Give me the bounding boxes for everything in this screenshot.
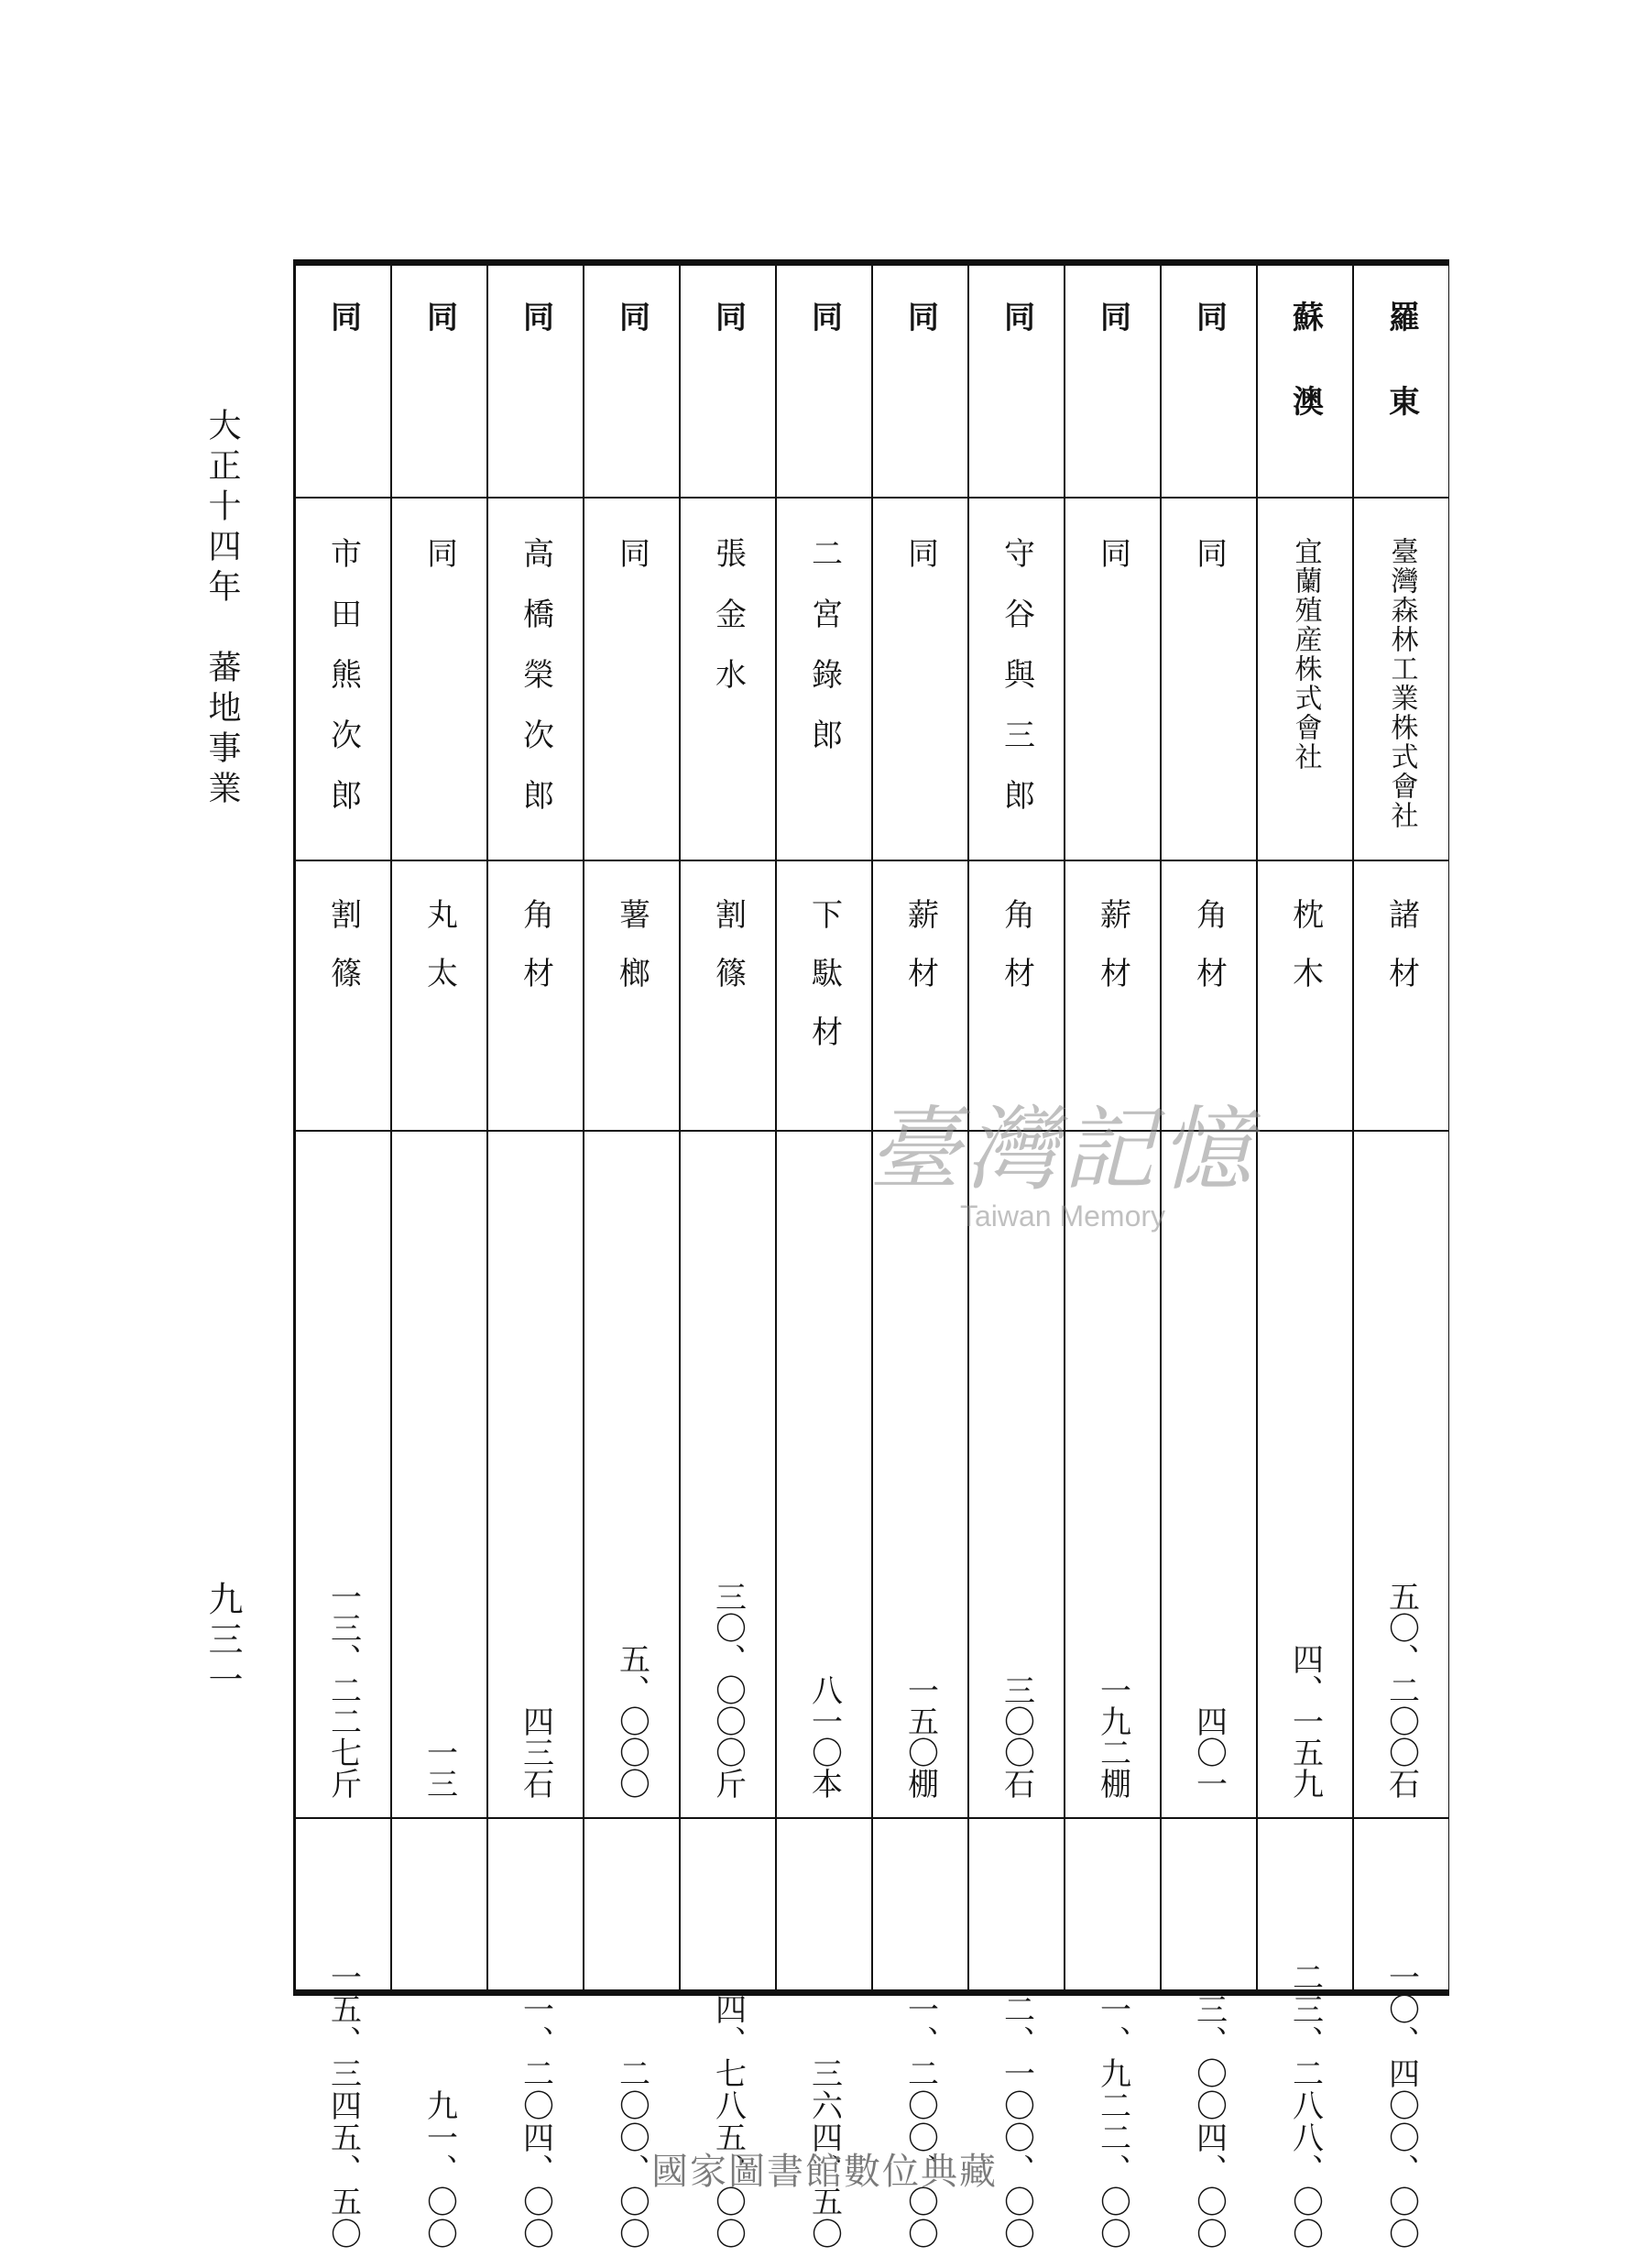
row-value: 九一、〇〇 [420,2089,458,2250]
row-place: 同 [613,301,650,385]
row-item-cell [296,863,390,1134]
row-item-cell [1065,863,1160,1134]
row-item: 割篠 [324,898,362,1015]
row-item: 下駄材 [805,898,843,1074]
row-quantity-cell [681,1134,775,1821]
row-name: 同 [613,537,650,597]
row-value: 一、九二二、〇〇 [1094,1993,1131,2250]
row-place: 同 [1094,301,1131,385]
row-name: 守谷與三郎 [998,537,1035,839]
running-head: 大正十四年 蕃地事業 [203,408,241,811]
row-quantity-cell [1258,1134,1352,1821]
row-quantity-cell [873,1134,967,1821]
row-name-cell [488,500,583,863]
row-value-cell [1258,1821,1352,2268]
table-row [775,266,871,2250]
row-place-cell [488,266,583,500]
row-item-cell [873,863,967,1134]
row-quantity-cell [1162,1134,1256,1821]
row-name-cell [1258,500,1352,863]
row-value: 一、二〇〇、〇〇 [901,1993,939,2250]
row-value: 一五、三四五、五〇 [324,1961,362,2250]
row-quantity: 一三 [420,1737,458,1799]
row-value-cell [969,1821,1064,2268]
footer-credit: 國家圖書館數位典藏 [651,2151,998,2193]
row-name: 高橋榮次郎 [517,537,554,839]
row-quantity: 一五〇棚 [901,1674,939,1799]
row-place-cell [1162,266,1256,500]
row-item: 諸材 [1382,898,1420,1015]
row-value-cell [584,1821,679,2268]
row-place-cell [873,266,967,500]
row-item-cell [584,863,679,1134]
row-name-cell [1065,500,1160,863]
row-value: 三六四、五〇 [805,2057,843,2250]
row-value-cell [488,1821,583,2268]
row-name-cell [681,500,775,863]
row-name: 宜蘭殖産株式會社 [1289,537,1322,772]
row-place-cell [1065,266,1160,500]
row-place: 同 [324,301,362,385]
row-value: 一〇、四〇〇、〇〇 [1382,1961,1420,2250]
row-quantity: 四〇一 [1190,1705,1228,1799]
row-item-cell [969,863,1064,1134]
row-quantity: 一三、二二七斤 [324,1581,362,1799]
row-value: 四、七八五、〇〇 [709,1993,747,2250]
row-place: 同 [420,301,458,385]
row-value-cell [1354,1821,1448,2268]
row-place: 羅東 [1382,301,1420,469]
row-value: 一、二〇四、〇〇 [517,1993,554,2250]
row-name-cell [969,500,1064,863]
page-number: 九三一 [202,1581,243,1702]
row-place: 同 [1190,301,1228,385]
table-row [1352,266,1448,2250]
row-name-cell [584,500,679,863]
row-item: 薪材 [1094,898,1131,1015]
row-quantity-cell [392,1134,486,1821]
table-row [1064,266,1160,2250]
row-value-cell [681,1821,775,2268]
row-place-cell [1354,266,1448,500]
row-name-cell [777,500,871,863]
row-value-cell [296,1821,390,2268]
row-name: 同 [420,537,458,597]
watermark-english: Taiwan Memory [959,1200,1166,1233]
row-item-cell [681,863,775,1134]
row-quantity-cell [1065,1134,1160,1821]
row-item: 薯榔 [613,898,650,1015]
row-value: 三、〇〇四、〇〇 [1190,1993,1228,2250]
row-item: 割篠 [709,898,747,1015]
row-name: 同 [1190,537,1228,597]
row-place: 同 [709,301,747,385]
table-row [679,266,775,2250]
row-quantity: 四、一五九 [1286,1643,1324,1799]
row-place: 蘇澳 [1286,301,1324,469]
row-name: 市田熊次郎 [324,537,362,839]
table-row [294,266,390,2250]
row-item: 角材 [998,898,1035,1015]
row-value: 二、一〇〇、〇〇 [998,1993,1035,2250]
row-value: 二〇〇、〇〇 [613,2057,650,2250]
row-value-cell [1162,1821,1256,2268]
row-item-cell [1258,863,1352,1134]
row-item: 薪材 [901,898,939,1015]
watermark-logo-text: 臺灣記憶 [868,1096,1257,1203]
table-row [967,266,1064,2250]
row-quantity-cell [488,1134,583,1821]
row-place-cell [777,266,871,500]
row-quantity: 八一〇本 [805,1674,843,1799]
row-name: 同 [1094,537,1131,597]
row-item-cell [777,863,871,1134]
row-quantity: 一九二棚 [1094,1674,1131,1799]
row-item: 枕木 [1286,898,1324,1015]
row-name-cell [1354,500,1448,863]
row-name: 臺灣森林工業株式會社 [1385,537,1418,830]
table-row [871,266,967,2250]
row-quantity: 五〇、二〇〇石 [1382,1581,1420,1799]
row-quantity-cell [1354,1134,1448,1821]
row-item-cell [392,863,486,1134]
row-place-cell [296,266,390,500]
row-value-cell [873,1821,967,2268]
table-row [486,266,583,2250]
row-place: 同 [517,301,554,385]
row-place-cell [681,266,775,500]
row-place: 同 [998,301,1035,385]
table-row [1160,266,1256,2250]
row-name: 同 [901,537,939,597]
row-quantity: 三〇、〇〇〇斤 [709,1581,747,1799]
row-quantity-cell [584,1134,679,1821]
row-name: 張金水 [709,537,747,718]
row-item: 丸太 [420,898,458,1015]
row-place-cell [392,266,486,500]
row-place: 同 [901,301,939,385]
table-row [583,266,679,2250]
row-quantity: 三〇〇石 [998,1674,1035,1799]
row-name-cell [1162,500,1256,863]
table-row [1256,266,1352,2250]
row-item: 角材 [517,898,554,1015]
row-name-cell [392,500,486,863]
row-quantity-cell [296,1134,390,1821]
row-place: 同 [805,301,843,385]
row-value-cell [1065,1821,1160,2268]
row-name-cell [296,500,390,863]
row-value: 二三、二八八、〇〇 [1286,1961,1324,2250]
table-row [390,266,486,2250]
row-value-cell [777,1821,871,2268]
row-item-cell [1354,863,1448,1134]
row-quantity: 四三石 [517,1705,554,1799]
row-quantity-cell [969,1134,1064,1821]
row-name-cell [873,500,967,863]
row-name: 二宮錄郎 [805,537,843,779]
row-item-cell [1162,863,1256,1134]
row-quantity: 五、〇〇〇 [613,1643,650,1799]
row-place-cell [1258,266,1352,500]
row-value-cell [392,1821,486,2268]
row-place-cell [969,266,1064,500]
row-place-cell [584,266,679,500]
row-quantity-cell [777,1134,871,1821]
row-item-cell [488,863,583,1134]
row-item: 角材 [1190,898,1228,1015]
